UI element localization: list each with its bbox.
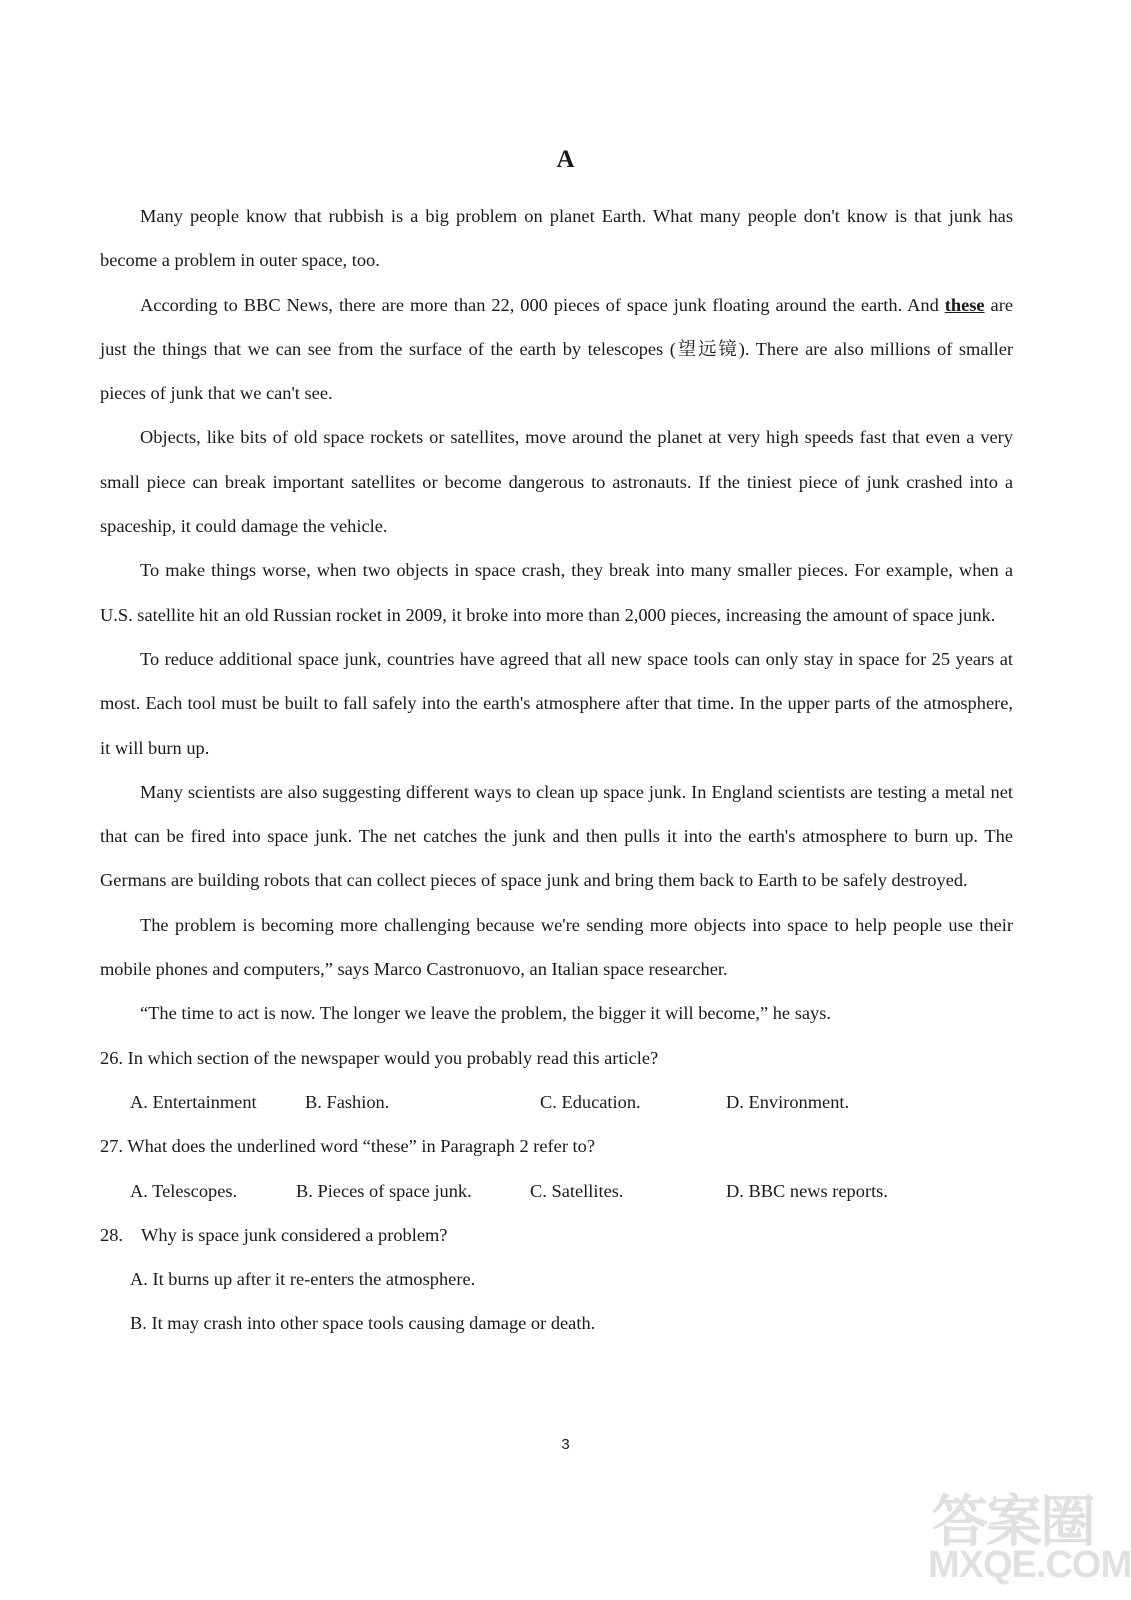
paragraph-1: Many people know that rubbish is a big problem on planet Earth. What many people don't know is that junk has become a problem in outer space, too.: [100, 206, 1013, 271]
paragraph-5: To reduce additional space junk, countries have agreed that all new space tools can only stay in space for 25 years at most. Each tool must be built to fall safely into the earth's atmosphere after that time. In the upper parts of the atmosphere, it will burn up.: [100, 648, 1013, 758]
watermark-logo: [924, 1478, 1131, 1596]
paragraph-7: The problem is becoming more challenging because we're sending more objects into space to help people use their mobile phones and computers,” says Marco Castronuovo, an Italian space researcher.: [100, 914, 1013, 980]
watermark-url: MXQE.COM: [928, 1544, 1131, 1586]
option-27-d: D. BBC news reports.: [726, 1180, 888, 1201]
option-26-c: C. Education.: [540, 1091, 641, 1112]
paragraph-2: [100, 283, 1013, 416]
question-27-options: [100, 1169, 1013, 1213]
article-body: [100, 194, 1013, 1346]
option-27-b: B. Pieces of space junk.: [296, 1180, 472, 1201]
option-26-b: B. Fashion.: [305, 1091, 390, 1112]
watermark-glyphs: 答案圈: [932, 1490, 1094, 1555]
option-26-a: A. Entertainment: [130, 1091, 257, 1112]
paragraph-4: To make things worse, when two objects in space crash, they break into many smaller pieces. For example, when a U.S. satellite hit an old Russian rocket in 2009, it broke into more than 2,000 pieces, increasing the amount of space junk.: [100, 560, 1013, 625]
paragraph-8: “The time to act is now. The longer we leave the problem, the bigger it will become,” he says.: [140, 1003, 831, 1024]
question-28: 28. Why is space junk considered a problem?: [100, 1224, 448, 1245]
question-26-options: [100, 1080, 1013, 1124]
section-title: A: [556, 146, 575, 173]
paragraph-2-part-2: are just the things that we can see from the surface of the earth by telescopes (望远镜). There are also millions of smaller pieces of junk that we can't see.: [100, 294, 1013, 404]
question-26: 26. In which section of the newspaper would you probably read this article?: [100, 1047, 659, 1068]
option-28-a: A. It burns up after it re-enters the atmosphere.: [130, 1269, 476, 1290]
question-27: 27. What does the underlined word “these” in Paragraph 2 refer to?: [100, 1136, 596, 1157]
option-27-c: C. Satellites.: [530, 1180, 624, 1201]
option-27-a: A. Telescopes.: [130, 1180, 238, 1201]
paragraph-3: Objects, like bits of old space rockets or satellites, move around the planet at very high speeds fast that even a very small piece can break important satellites or become dangerous to astronauts. If the tiniest piece of junk crashed into a spaceship, it could damage the vehicle.: [100, 427, 1013, 537]
option-28-b: B. It may crash into other space tools causing damage or death.: [130, 1313, 596, 1334]
paragraph-2-part-1: According to BBC News, there are more than 22, 000 pieces of space junk floating around the earth. And: [140, 294, 939, 315]
option-26-d: D. Environment.: [726, 1091, 850, 1112]
page-number: 3: [561, 1436, 570, 1453]
paragraph-6: Many scientists are also suggesting different ways to clean up space junk. In England scientists are testing a metal net that can be fired into space junk. The net catches the junk and then pulls it into the earth's atmosphere to burn up. The Germans are building robots that can collect pieces of space junk and bring them back to Earth to be safely destroyed.: [100, 781, 1013, 891]
underlined-word-these: these: [944, 294, 985, 315]
